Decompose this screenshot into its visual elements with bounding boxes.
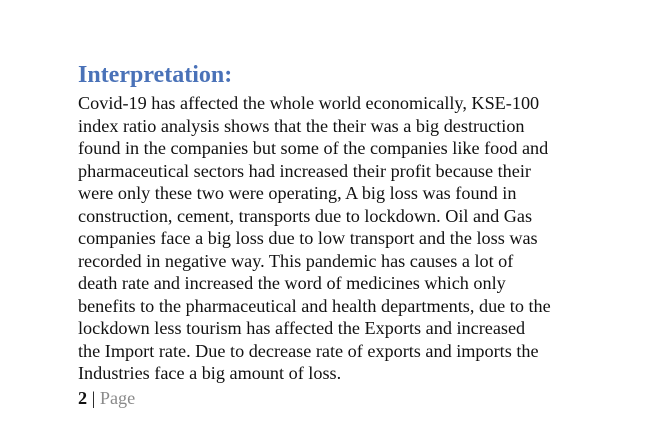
page-footer xyxy=(78,387,598,410)
paragraph-line: index ratio analysis shows that the their was a big destruction xyxy=(78,115,525,136)
paragraph-line: Industries face a big amount of loss. xyxy=(78,363,342,383)
page-number: 2 xyxy=(78,387,88,408)
paragraph-line: death rate and increased the word of medicines which only xyxy=(78,273,506,293)
paragraph-line: lockdown less tourism has affected the Exports and increased xyxy=(78,318,526,338)
content-area xyxy=(78,60,598,409)
paragraph-line: the Import rate. Due to decrease rate of exports and imports the xyxy=(78,340,539,361)
paragraph-line: Covid-19 has affected the whole world economically, KSE-100 xyxy=(78,93,540,113)
paragraph-interpretation xyxy=(78,92,598,385)
paragraph-line: found in the companies but some of the companies like food and xyxy=(78,138,549,158)
page-label: Page xyxy=(99,387,136,408)
paragraph-line: benefits to the pharmaceutical and health departments, due to the xyxy=(78,295,551,316)
paragraph-line: were only these two were operating, A big loss was found in xyxy=(78,183,517,203)
paragraph-line: construction, cement, transports due to lockdown. Oil and Gas xyxy=(78,205,533,226)
section-heading: Interpretation: xyxy=(78,62,233,88)
paragraph-line: pharmaceutical sectors had increased their profit because their xyxy=(78,160,531,181)
paragraph-line: companies face a big loss due to low transport and the loss was xyxy=(78,228,538,248)
footer-separator: | xyxy=(91,387,96,408)
paragraph-line: recorded in negative way. This pandemic has causes a lot of xyxy=(78,250,514,271)
